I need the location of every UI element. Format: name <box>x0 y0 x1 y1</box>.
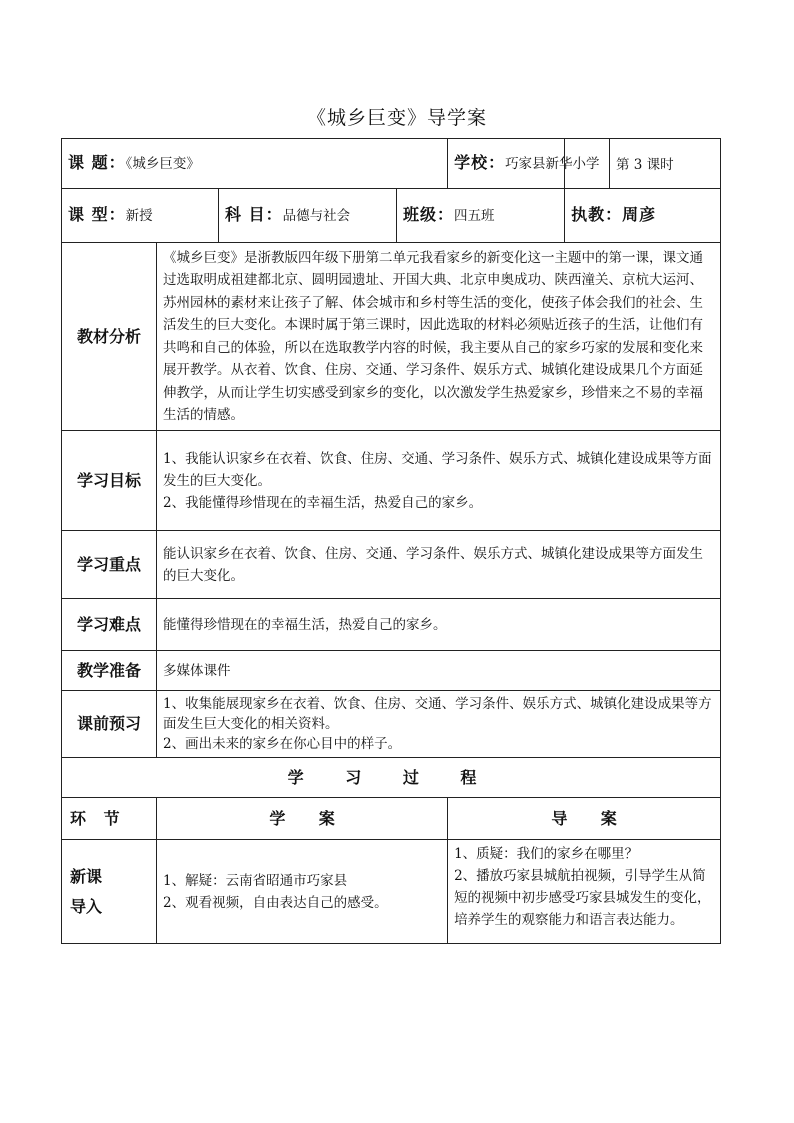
preview-text: 1、收集能展现家乡在衣着、饮食、住房、交通、学习条件、娱乐方式、城镇化建设成果等方面发生巨大变化的相关资料。 2、画出未来的家乡在你心目中的样子。 <box>157 691 721 758</box>
process-guide: 1、质疑：我们的家乡在哪里？ 2、播放巧家县城航拍视频，引导学生从简短的视频中初步感受巧家县城发生的变化，培养学生的观察能力和语言表达能力。 <box>448 840 721 944</box>
lesson-number: 第 3 课时 <box>616 157 674 173</box>
key-points-label: 学习重点 <box>62 531 157 599</box>
preparation-text: 多媒体课件 <box>157 651 721 691</box>
material-analysis-text: 《城乡巨变》是浙教版四年级下册第二单元我看家乡的新变化这一主题中的第一课，课文通过选取明成祖建都北京、圆明园遗址、开国大典、北京申奥成功、陕西潼关、京杭大运河、苏州园林的素材来让孩子了解、体会城市和乡村等生活的变化，使孩子体会我们的社会、生活发生的巨大变化。本课时属于第三课时，因此选取的材料必须贴近孩子的生活，让他们有共鸣和自己的体验，所以在选取教学内容的时候，我主要从自己的家乡巧家的发展和变化来展开教学。从衣着、饮食、住房、交通、学习条件、娱乐方式、城镇化建设成果几个方面延伸教学，从而让学生切实感受到家乡的变化，以次激发学生热爱家乡，珍惜来之不易的幸福生活的情感。 <box>157 243 721 431</box>
type-value: 新授 <box>125 208 153 224</box>
row-goals <box>62 431 721 531</box>
col-study-header: 学 案 <box>157 798 448 840</box>
course-value: 《城乡巨变》 <box>125 156 200 172</box>
row-process-header <box>62 758 721 798</box>
lesson-number-cell <box>609 138 720 188</box>
key-points-text: 能认识家乡在衣着、饮食、住房、交通、学习条件、娱乐方式、城镇化建设成果等方面发生的巨大变化。 <box>157 531 721 599</box>
class-label: 班级： <box>403 205 455 224</box>
col-stage-header: 环 节 <box>62 798 157 840</box>
class-cell <box>397 189 565 243</box>
subject-value: 品德与社会 <box>282 208 351 224</box>
row-type <box>62 189 721 243</box>
preview-label: 课前预习 <box>62 691 157 758</box>
school-value: 巧家县新华小学 <box>505 155 600 172</box>
row-material-analysis <box>62 243 721 431</box>
lesson-plan-table-wrapper <box>61 138 720 944</box>
class-value: 四五班 <box>454 208 495 224</box>
col-guide-header: 导 案 <box>448 798 721 840</box>
row-preview <box>62 691 721 758</box>
preparation-label: 教学准备 <box>62 651 157 691</box>
school-label: 学校： <box>454 153 506 172</box>
row-difficulties <box>62 599 721 651</box>
teacher-cell <box>565 189 721 243</box>
material-analysis-label: 教材分析 <box>62 243 157 431</box>
row-preparation <box>62 651 721 691</box>
lesson-plan-table <box>61 138 721 944</box>
difficulties-label: 学习难点 <box>62 599 157 651</box>
goals-text: 1、我能认识家乡在衣着、饮食、住房、交通、学习条件、娱乐方式、城镇化建设成果等方面发生的巨大变化。 2、我能懂得珍惜现在的幸福生活，热爱自己的家乡。 <box>157 431 721 531</box>
subject-cell <box>219 189 397 243</box>
difficulties-text: 能懂得珍惜现在的幸福生活，热爱自己的家乡。 <box>157 599 721 651</box>
process-stage: 新课 导入 <box>62 840 157 944</box>
goals-label: 学习目标 <box>62 431 157 531</box>
course-cell <box>62 139 448 189</box>
subject-label: 科 目： <box>225 205 283 224</box>
document-title: 《城乡巨变》导学案 <box>306 107 487 129</box>
process-study: 1、解疑：云南省昭通市巧家县 2、观看视频，自由表达自己的感受。 <box>157 840 448 944</box>
type-cell <box>62 189 219 243</box>
teacher-value: 周彦 <box>622 205 657 224</box>
type-label: 课 型： <box>68 205 126 224</box>
process-header: 学 习 过 程 <box>62 758 721 798</box>
row-process-columns <box>62 798 721 840</box>
course-label: 课 题： <box>68 153 126 172</box>
teacher-label: 执教： <box>571 205 623 224</box>
row-key-points <box>62 531 721 599</box>
process-row <box>62 840 721 944</box>
